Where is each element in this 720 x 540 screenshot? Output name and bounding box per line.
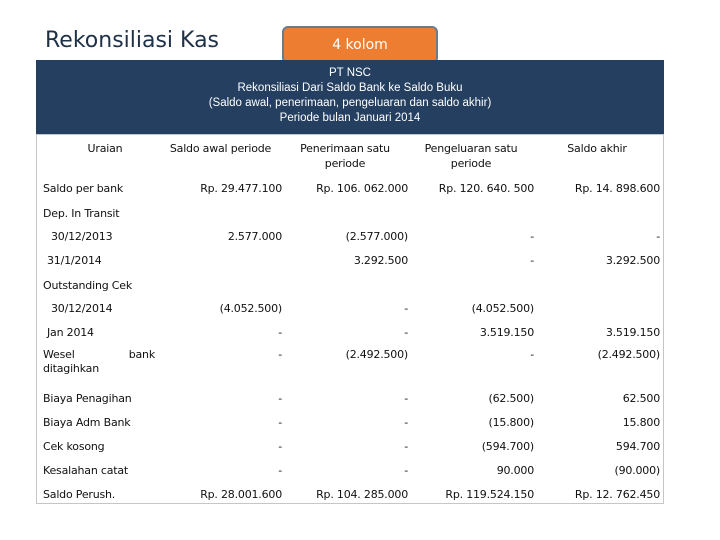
cell-penerimaan: Rp. 104. 285.000 — [316, 487, 408, 501]
row-label: Outstanding Cek — [43, 278, 133, 292]
cell-saldo-akhir: (2.492.500) — [597, 348, 660, 361]
cell-pengeluaran: (4.052.500) — [471, 301, 534, 315]
cell-saldo-awal: Rp. 28.001.600 — [200, 487, 282, 501]
row-label: 30/12/2013 — [51, 229, 113, 243]
table-row — [37, 346, 665, 380]
header-saldo-akhir: Saldo akhir — [567, 142, 627, 155]
cell-saldo-awal: Rp. 29.477.100 — [200, 181, 282, 195]
cell-penerimaan: - — [404, 439, 408, 453]
table-row — [37, 275, 665, 295]
table-row — [37, 411, 665, 433]
cell-pengeluaran: Rp. 120. 640. 500 — [438, 181, 534, 195]
cell-saldo-awal: - — [278, 439, 282, 453]
table-row — [37, 297, 665, 319]
cell-saldo-awal: - — [278, 463, 282, 477]
row-label: Dep. In Transit — [43, 206, 120, 220]
cell-saldo-awal: 2.577.000 — [227, 229, 282, 243]
column-count-badge: 4 kolom — [282, 26, 438, 64]
report-subtitle: (Saldo awal, penerimaan, pengeluaran dan saldo akhir) — [208, 97, 492, 109]
cell-pengeluaran: (15.800) — [488, 415, 534, 429]
cell-saldo-akhir: (90.000) — [614, 463, 660, 477]
cell-saldo-akhir: 3.519.150 — [605, 325, 660, 339]
row-label: Cek kosong — [43, 439, 105, 453]
cell-pengeluaran: Rp. 119.524.150 — [445, 487, 534, 501]
row-label: Biaya Adm Bank — [43, 415, 131, 429]
row-label-line1: Wesel ditagihkan — [43, 348, 99, 375]
table-row — [37, 225, 665, 247]
row-label-line2: bank — [128, 348, 155, 361]
header-pengeluaran: Pengeluaran satu periode — [424, 142, 518, 170]
header-uraian: Uraian — [87, 142, 123, 155]
cell-saldo-awal: - — [278, 391, 282, 405]
report-title: Rekonsiliasi Dari Saldo Bank ke Saldo Buku — [237, 82, 463, 94]
cell-saldo-awal: - — [278, 325, 282, 339]
row-label — [43, 346, 155, 380]
report-header-banner — [36, 60, 664, 134]
cell-pengeluaran: - — [530, 229, 534, 243]
row-label: 30/12/2014 — [51, 301, 113, 315]
row-label: Kesalahan catat — [43, 463, 129, 477]
cell-pengeluaran: - — [530, 253, 534, 267]
table-row — [37, 177, 665, 199]
cell-penerimaan: (2.492.500) — [345, 348, 408, 361]
cell-penerimaan: - — [404, 391, 408, 405]
cell-penerimaan: - — [404, 415, 408, 429]
row-label: Saldo Perush. — [43, 487, 116, 501]
cell-saldo-awal: (4.052.500) — [219, 301, 282, 315]
header-saldo-awal: Saldo awal periode — [169, 142, 272, 155]
cell-penerimaan: - — [404, 325, 408, 339]
table-row — [37, 459, 665, 481]
row-label: Saldo per bank — [43, 181, 124, 195]
cell-pengeluaran: - — [530, 348, 534, 361]
cell-penerimaan: Rp. 106. 062.000 — [316, 181, 408, 195]
cell-saldo-akhir: 62.500 — [622, 391, 660, 405]
cell-saldo-akhir: 3.292.500 — [605, 253, 660, 267]
cell-penerimaan: - — [404, 301, 408, 315]
report-period: Periode bulan Januari 2014 — [279, 112, 421, 124]
table-row — [37, 483, 665, 505]
cell-saldo-awal: - — [278, 348, 282, 361]
cell-pengeluaran: 3.519.150 — [479, 325, 534, 339]
cell-penerimaan: 3.292.500 — [353, 253, 408, 267]
cell-penerimaan: - — [404, 463, 408, 477]
header-penerimaan: Penerimaan satu periode — [300, 142, 390, 170]
table-row — [37, 321, 665, 343]
slide-title: Rekonsiliasi Kas — [45, 28, 220, 53]
company-name: PT NSC — [329, 67, 371, 79]
row-label: 31/1/2014 — [47, 253, 102, 267]
table-header-row — [37, 135, 665, 177]
cell-saldo-akhir: - — [656, 229, 660, 243]
cell-saldo-awal: - — [278, 415, 282, 429]
cell-pengeluaran: 90.000 — [496, 463, 534, 477]
cell-penerimaan: (2.577.000) — [345, 229, 408, 243]
table-row — [37, 203, 665, 223]
row-label: Jan 2014 — [47, 325, 94, 339]
cell-pengeluaran: (62.500) — [488, 391, 534, 405]
cell-saldo-akhir: Rp. 12. 762.450 — [574, 487, 660, 501]
cell-pengeluaran: (594.700) — [481, 439, 534, 453]
table-row — [37, 435, 665, 457]
cell-saldo-akhir: 15.800 — [622, 415, 660, 429]
cell-saldo-akhir: 594.700 — [615, 439, 660, 453]
cell-saldo-akhir: Rp. 14. 898.600 — [574, 181, 660, 195]
table-row — [37, 249, 665, 271]
table-row — [37, 387, 665, 409]
row-label: Biaya Penagihan — [43, 391, 132, 405]
reconciliation-table — [36, 134, 664, 504]
